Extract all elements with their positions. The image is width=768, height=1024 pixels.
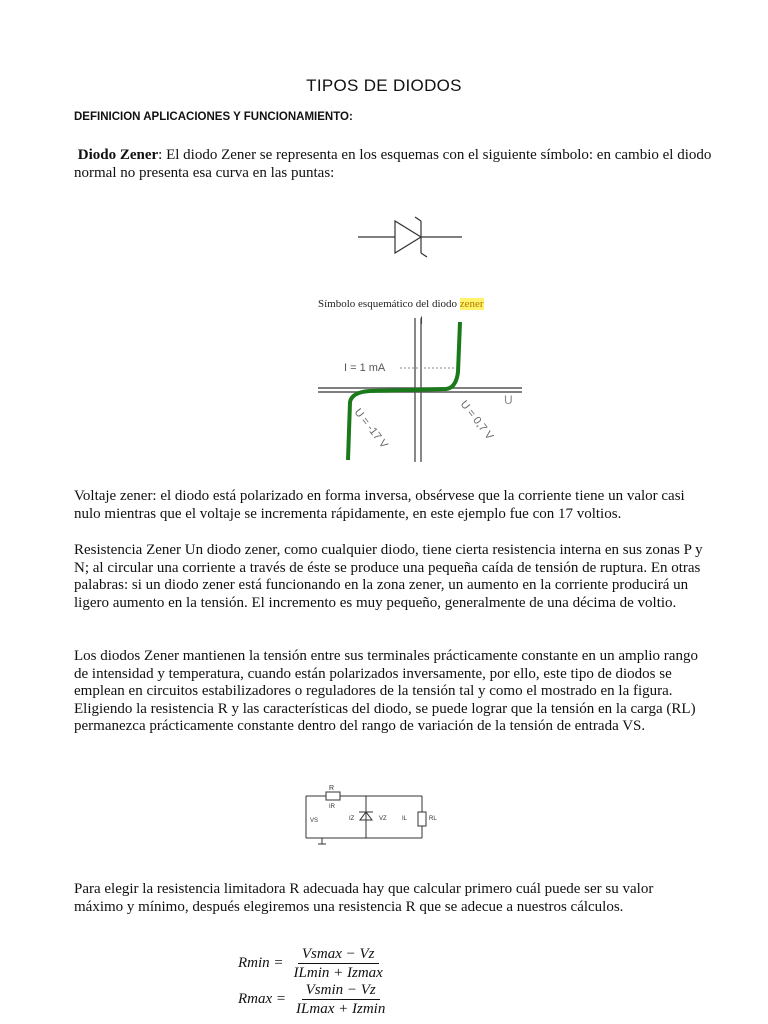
caption-highlight: zener xyxy=(459,298,484,310)
zener-curve xyxy=(348,322,460,460)
formula-rmax-numerator: Vsmin − Vz xyxy=(302,982,380,1000)
intro-paragraph xyxy=(74,147,714,182)
intro-text: : El diodo Zener se representa en los esquemas con el siguiente símbolo: en cambio el diodo normal no presenta esa curva en las puntas: xyxy=(74,147,712,181)
zener-symbol-figure xyxy=(355,212,465,262)
regulador-paragraph: Los diodos Zener mantienen la tensión entre sus terminales prácticamente constante en un amplio rango de intensidad y temperatura, cuando están polarizados inversamente, por ello, este tipo de diodos se emplean en circuitos estabilizadores o reguladores de la tensión tal y como el mostrado en la figura. Eligiendo la resistencia R y las características del diodo, se puede lograr que la tensión en la carga (RL) permanezca prácticamente constante dentro del rango de variación de la tensión de entrada VS. xyxy=(74,648,698,734)
label-rl: RL xyxy=(429,816,437,822)
label-r: R xyxy=(329,785,335,792)
label-forward-voltage: U = 0,7 V xyxy=(457,398,496,443)
label-reverse-voltage: U = -17 V xyxy=(351,406,390,451)
intro-term: Diodo Zener xyxy=(77,147,159,163)
section-heading: DEFINICION APLICACIONES Y FUNCIONAMIENTO: xyxy=(74,111,353,123)
formula-rmax-denominator: ILmax + Izmin xyxy=(296,1001,386,1017)
label-voltage-axis: U xyxy=(504,393,513,407)
formula-rmax xyxy=(238,982,389,1017)
label-il: IL xyxy=(402,816,408,822)
label-iz: IZ xyxy=(349,816,355,822)
label-current-marker: I = 1 mA xyxy=(344,362,386,374)
resistencia-zener-paragraph: Resistencia Zener Un diodo zener, como cualquier diodo, tiene cierta resistencia interna en sus zonas P y N; al circular una corriente a través de éste se produce una pequeña caída de tensión de ruptura. En otras palabras: si un diodo zener está funcionando en la zona zener, un aumento en la corriente producirá un ligero aumento en la tensión. El incremento es muy pequeño, generalmente de una décima de voltio. xyxy=(74,542,703,611)
label-vs: VS xyxy=(310,818,319,824)
formula-rmin xyxy=(238,946,387,981)
formula-rmin-numerator: Vsmax − Vz xyxy=(298,946,379,964)
formula-rmin-lhs: Rmin = xyxy=(238,955,284,971)
formula-rmax-lhs: Rmax = xyxy=(238,991,287,1007)
formula-rmin-denominator: ILmin + Izmax xyxy=(293,965,383,981)
voltaje-zener-paragraph: Voltaje zener: el diodo está polarizado en forma inversa, obsérvese que la corriente tiene un valor casi nulo mientras que el voltaje se incrementa rápidamente, en este ejemplo fue con 17 voltios. xyxy=(74,488,685,522)
label-vz: VZ xyxy=(379,816,387,822)
zener-characteristic-graph xyxy=(310,312,530,472)
label-current-axis: I xyxy=(420,315,424,327)
symbol-caption xyxy=(318,298,484,310)
caption-text: Símbolo esquemático del diodo xyxy=(318,298,460,310)
label-ir: IR xyxy=(329,804,335,810)
regulator-circuit xyxy=(296,782,446,850)
page-title: TIPOS DE DIODOS xyxy=(306,76,462,95)
elegir-resistencia-paragraph: Para elegir la resistencia limitadora R adecuada hay que calcular primero cuál puede ser su valor máximo y mínimo, después elegiremos una resistencia R que se adecue a nuestros cálculos. xyxy=(74,881,654,915)
